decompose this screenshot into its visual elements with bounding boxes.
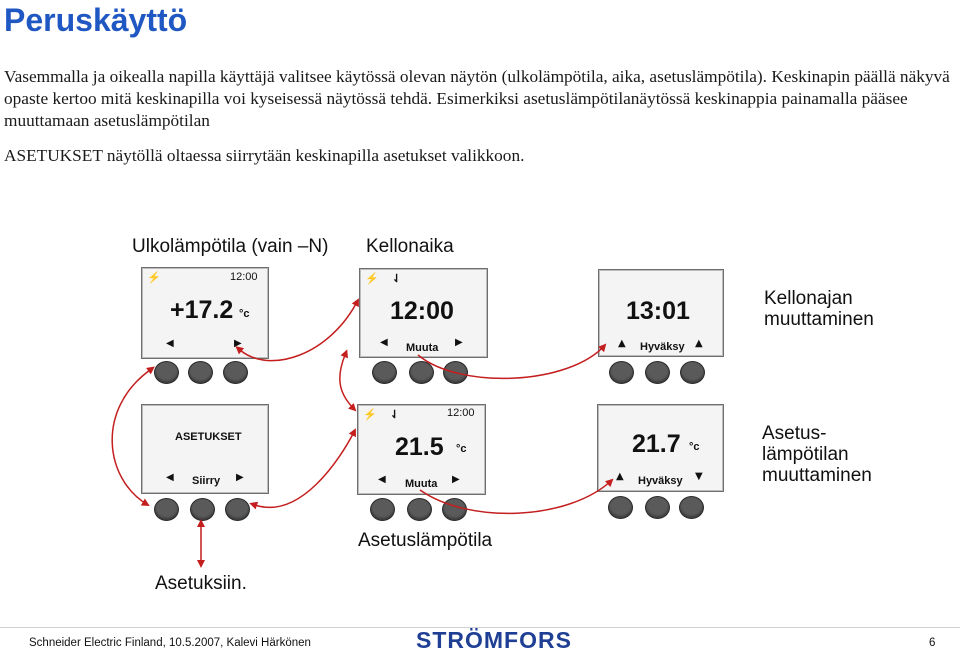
left-button[interactable] [372,361,397,384]
right-arrow-icon: ▶ [452,474,460,485]
settings-heading: ASETUKSET [175,431,242,443]
lightning-icon: ⚡ [147,272,161,284]
right-arrow-icon: ▶ [236,472,244,483]
middle-button[interactable] [645,361,670,384]
temperature-unit: °c [239,308,250,320]
label-setpoint: Asetuslämpötila [358,530,493,551]
display-clock [359,268,488,358]
label-outdoor-temperature: Ulkolämpötila (vain –N) [132,236,329,257]
arrow-settings-to-setpoint [255,430,355,507]
left-button[interactable] [154,361,179,384]
intro-paragraph: Vasemmalla ja oikealla napilla käyttäjä valitsee käytössä olevan näytön (ulkolämpötila, aika, asetuslämpötila). Keskinapin päällä näkyvä opaste kertoo mitä keskinapilla voi kyseisessä näytössä tehdä. Esimerkiksi asetuslämpötilanäytössä keskinappia painamalla pääsee muuttamaan asetuslämpötilan [4,67,950,130]
clock-edit-value: 13:01 [626,297,690,325]
lightning-icon: ⚡ [363,409,377,421]
tap-icon: ⇃ [390,409,400,421]
label-clock-change: Kellonajan muuttaminen [764,288,874,330]
right-button[interactable] [679,496,704,519]
right-button[interactable] [225,498,250,521]
label-clock: Kellonaika [366,236,454,257]
down-arrow-icon: ▼ [695,471,703,482]
middle-button[interactable] [409,361,434,384]
settings-note: ASETUKSET näytöllä oltaessa siirrytään keskinapilla asetukset valikkoon. [4,146,525,165]
middle-button[interactable] [190,498,215,521]
stromfors-logo: STRÖMFORS [416,627,572,653]
right-arrow-icon: ▶ [234,338,242,349]
display-time: 12:00 [230,271,258,283]
left-button[interactable] [609,361,634,384]
label-to-settings: Asetuksiin. [155,573,247,594]
temperature-unit: °c [456,443,467,455]
left-arrow-icon: ◀ [166,338,174,349]
middle-button[interactable] [188,361,213,384]
display-setpoint-edit [597,404,724,492]
right-arrow-icon: ▶ [455,337,463,348]
display-settings [141,404,269,494]
display-setpoint [357,404,486,495]
middle-action-label: Muuta [406,342,439,354]
display-outdoor-temperature [141,267,269,359]
middle-action-label: Hyväksy [638,475,683,487]
middle-button[interactable] [645,496,670,519]
up-arrow-icon: ▲ [616,471,624,482]
left-arrow-icon: ◀ [166,472,174,483]
footer-credit: Schneider Electric Finland, 10.5.2007, Kalevi Härkönen [29,637,311,649]
display-time: 12:00 [447,407,475,419]
lightning-icon: ⚡ [365,273,379,285]
middle-action-label: Siirry [192,475,221,487]
left-button[interactable] [154,498,179,521]
middle-action-label: Hyväksy [640,341,685,353]
clock-value: 12:00 [390,297,454,325]
tap-icon: ⇃ [392,273,402,285]
outdoor-temperature-value: +17.2 [170,296,234,324]
setpoint-edit-value: 21.7 [632,430,681,458]
display-clock-edit [598,269,724,357]
up-arrow-icon: ▲ [618,338,626,349]
middle-action-label: Muuta [405,478,438,490]
left-arrow-icon: ◀ [380,337,388,348]
page-title: Peruskäyttö [4,2,188,38]
up-arrow-icon: ▲ [695,338,703,349]
right-button[interactable] [443,361,468,384]
page-number: 6 [929,637,936,649]
right-button[interactable] [442,498,467,521]
middle-button[interactable] [407,498,432,521]
arrow-clock-to-setpoint [340,355,355,410]
temperature-unit: °c [689,441,700,453]
left-button[interactable] [608,496,633,519]
left-button[interactable] [370,498,395,521]
right-button[interactable] [223,361,248,384]
label-setpoint-change: Asetus- lämpötilan muuttaminen [762,423,872,486]
left-arrow-icon: ◀ [378,474,386,485]
setpoint-value: 21.5 [395,433,444,461]
right-button[interactable] [680,361,705,384]
